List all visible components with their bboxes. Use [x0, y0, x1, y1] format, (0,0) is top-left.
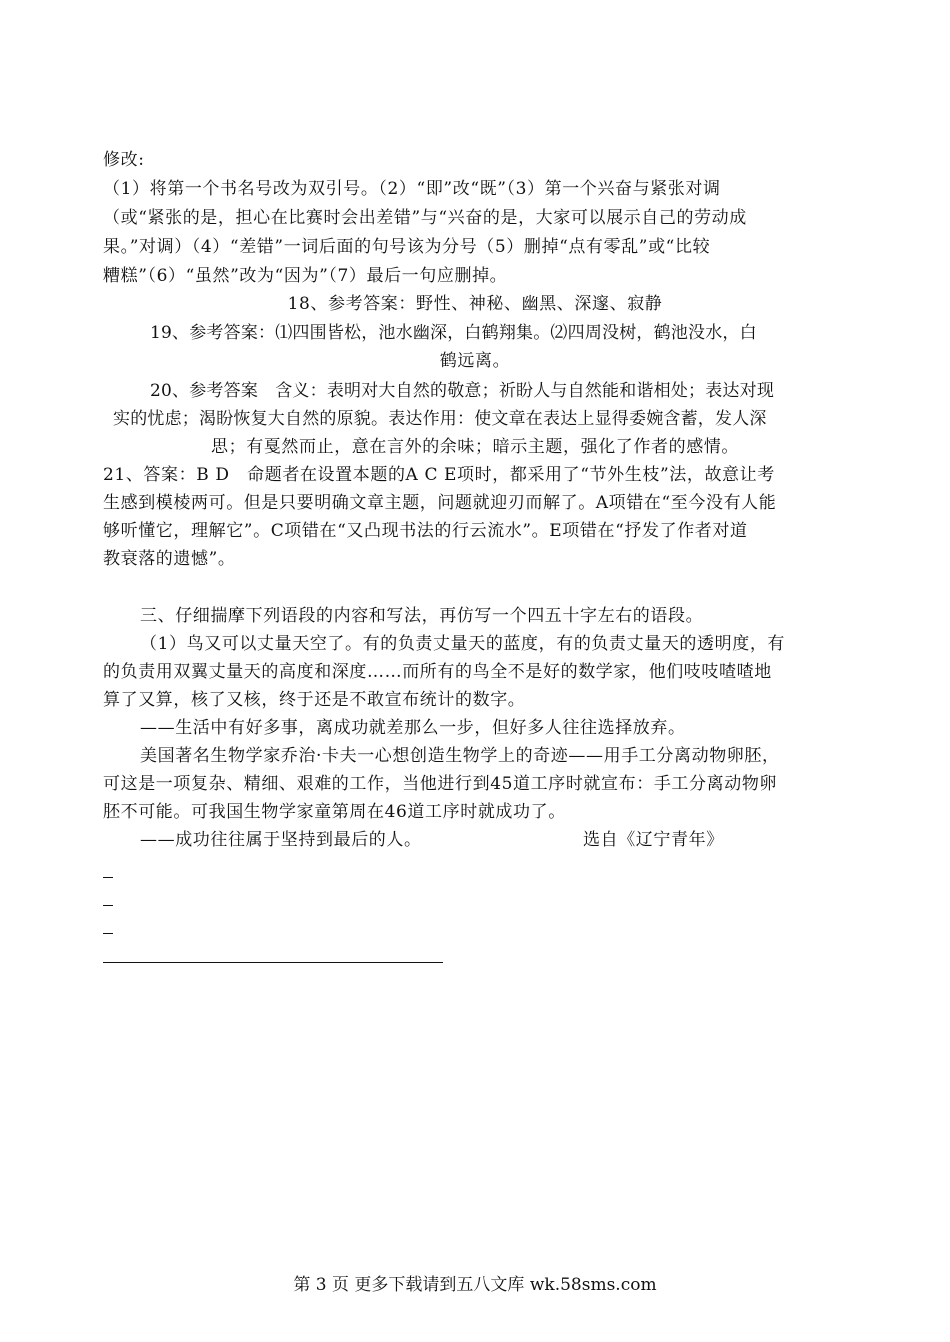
answer-21-line-2: 生感到模棱两可。但是只要明确文章主题，问题就迎刃而解了。A项错在“至今没有人能 — [103, 493, 777, 513]
answer-21-line-1: 21、答案：B D 命题者在设置本题的A C E项时，都采用了“节外生枝”法，故意让考 — [103, 465, 775, 485]
revision-line-2: （或“紧张的是，担心在比赛时会出差错”与“兴奋的是，大家可以展示自己的劳动成 — [103, 208, 747, 228]
example-line-5: 美国著名生物学家乔治·卡夫一心想创造生物学上的奇迹——用手工分离动物卵胚， — [140, 746, 780, 766]
revision-line-4: 糟糕”（6）“虽然”改为“因为”（7）最后一句应删掉。 — [103, 266, 508, 286]
answer-20-line-2: 实的忧虑；渴盼恢复大自然的原貌。表达作用：使文章在表达上显得委婉含蓄，发人深 — [113, 409, 767, 429]
answer-blank-mark-3 — [103, 933, 113, 934]
answer-blank-mark-1 — [103, 877, 113, 878]
example-line-1: （1）鸟又可以丈量天空了。有的负责丈量天的蓝度，有的负责丈量天的透明度，有 — [140, 634, 786, 654]
example-line-7: 胚不可能。可我国生物学家童第周在46道工序时就成功了。 — [103, 802, 566, 822]
answer-19-line-2: 鹤远离。 — [439, 351, 511, 371]
answer-20-line-1: 20、参考答案 含义：表明对大自然的敬意；祈盼人与自然能和谐相处；表达对现 — [150, 381, 775, 401]
example-source: 选自《辽宁青年》 — [583, 830, 724, 850]
answer-21-line-3: 够听懂它，理解它”。C项错在“又凸现书法的行云流水”。E项错在“抒发了作者对道 — [103, 521, 748, 541]
revision-line-3: 果。”对调）（4）“差错”一词后面的句号该为分号（5）删掉“点有零乱”或“比较 — [103, 237, 711, 257]
example-line-6: 可这是一项复杂、精细、艰难的工作，当他进行到45道工序时就宣布：手工分离动物卵 — [103, 774, 778, 794]
example-line-2: 的负责用双翼丈量天的高度和深度……而所有的鸟全不是好的数学家，他们吱吱喳喳地 — [103, 662, 772, 682]
answer-blank-line — [103, 962, 443, 963]
answer-21-line-4: 教衰落的遗憾”。 — [103, 549, 236, 569]
answer-19-line-1: 19、参考答案：⑴四围皆松，池水幽深，白鹤翔集。⑵四周没树，鹤池没水，白 — [150, 323, 757, 343]
revision-heading: 修改: — [103, 150, 145, 170]
answer-18: 18、参考答案：野性、神秘、幽黑、深邃、寂静 — [287, 294, 663, 314]
revision-line-1: （1）将第一个书名号改为双引号。（2）“即”改“既”（3）第一个兴奋与紧张对调 — [103, 179, 721, 199]
example-line-3: 算了又算，核了又核，终于还是不敢宣布统计的数字。 — [103, 690, 526, 710]
answer-blank-mark-2 — [103, 905, 113, 906]
section-3-title: 三、仔细揣摩下列语段的内容和写法，再仿写一个四五十字左右的语段。 — [140, 606, 704, 626]
answer-20-line-3: 思；有戛然而止，意在言外的余味；暗示主题，强化了作者的感情。 — [211, 437, 739, 457]
example-conclusion: ——成功往往属于坚持到最后的人。 — [140, 830, 422, 850]
example-line-4: ——生活中有好多事，离成功就差那么一步，但好多人往往选择放弃。 — [140, 718, 686, 738]
page-footer: 第 3 页 更多下载请到五八文库 wk.58sms.com — [293, 1275, 657, 1295]
